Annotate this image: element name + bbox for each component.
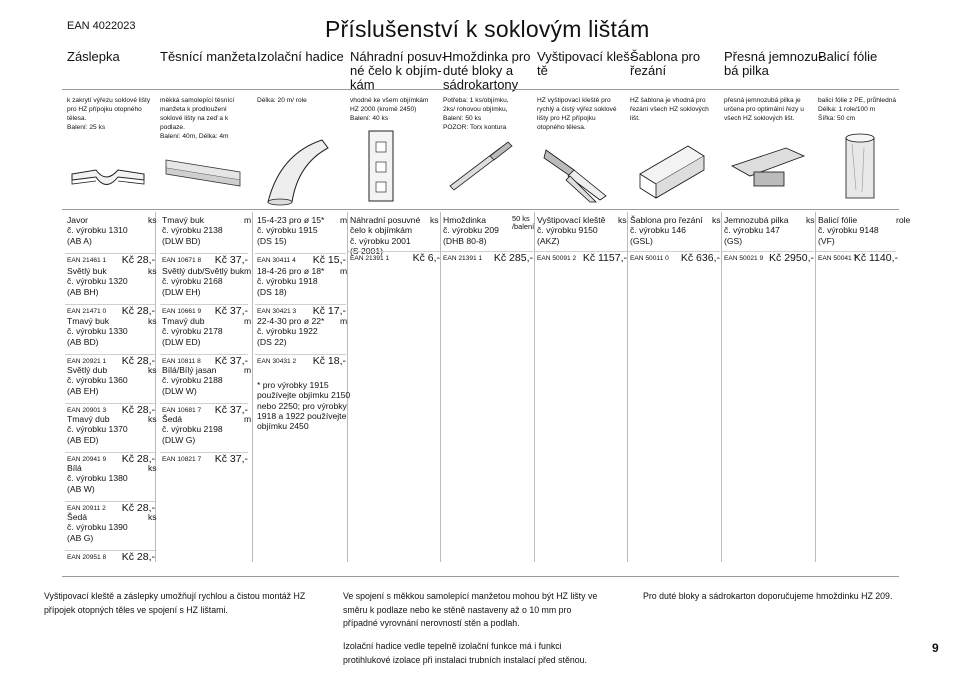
product-name-line: (AB G) (67, 532, 94, 543)
product-name-line: (GS) (724, 235, 743, 246)
product-name-line: č. výrobku 147 (724, 225, 780, 236)
unit-label: ks (148, 463, 157, 473)
ean-code: EAN 30411 4 (257, 257, 296, 264)
column-header-line: Těsnící manžeta (160, 49, 257, 64)
unit-label: ks (430, 215, 439, 225)
product-name (162, 316, 223, 347)
product-name-line: Jemnozubá pilka (724, 215, 789, 225)
product-description (160, 96, 234, 141)
product-name-line: (DS 22) (257, 336, 287, 347)
ean-code: EAN 10821 7 (162, 456, 202, 463)
product-name-line: č. výrobku 1330 (67, 326, 128, 337)
description-line: vhodné ke všem objímkám (350, 97, 429, 104)
header-divider (62, 89, 899, 90)
footer-line: přípojek otopných těles ve spojení s HZ lištami. (44, 604, 228, 615)
product-name (67, 463, 128, 494)
page-title: Příslušenství k soklovým lištám (325, 16, 650, 42)
price: Kč 28,- (121, 254, 155, 266)
description-line: soklové lišty na zeď a k (160, 115, 229, 122)
product-name-line: (AB ED) (67, 434, 99, 445)
description-line: Potřeba: 1 ks/objímku, (443, 97, 509, 104)
column-header (443, 50, 530, 92)
unit-label: ks (712, 215, 721, 225)
footer-line: směru k podlaze nebo ke stěně nastaveny až o 10 mm pro (343, 604, 572, 615)
ean-code: EAN 30431 2 (257, 358, 297, 365)
product-name-line: Bílá (67, 463, 82, 473)
product-name-line: (AB EH) (67, 385, 99, 396)
description-line: měkká samolepící těsnící (160, 97, 235, 104)
product-name (257, 316, 324, 347)
product-description (257, 96, 307, 105)
description-line: Délka: 1 role/100 m (818, 106, 876, 113)
column-divider (534, 212, 535, 562)
description-line: podlaze. (160, 124, 185, 131)
product-name-line: Tmavý buk (162, 215, 205, 225)
description-line: pro HZ přípojku otopného (67, 106, 142, 113)
product-name-line: č. výrobku 2168 (162, 276, 223, 287)
product-name-line: čelo k objímkám (350, 225, 413, 236)
price: Kč 15,- (312, 254, 346, 266)
sliding-face-image (366, 128, 396, 204)
product-name-line: č. výrobku 1390 (67, 522, 128, 533)
price: Kč 28,- (121, 305, 155, 317)
price: Kč 28,- (121, 355, 155, 367)
ean-code: EAN 21461 1 (67, 257, 107, 264)
description-line: balicí fólie z PE, průhledná (818, 97, 897, 104)
price: Kč 28,- (121, 502, 155, 514)
product-name-line: Balicí fólie (818, 215, 858, 225)
product-name (257, 215, 324, 246)
product-name-line: č. výrobku 2138 (162, 225, 223, 236)
footer-line: případné vyrovnání nerovností stěn a podlah. (343, 618, 520, 629)
ean-code: EAN 10811 8 (162, 358, 201, 365)
installation-note (257, 380, 350, 431)
description-line: Balení: 40 ks (350, 115, 389, 122)
footer-line: Vyštipovací kleště a záslepky umožňují rychlou a čistou montáž HZ (44, 591, 306, 601)
product-description (350, 96, 428, 123)
unit-label: ks (148, 316, 157, 326)
product-name-line: č. výrobku 1310 (67, 225, 128, 236)
column-header-line: Záslepka (67, 49, 120, 64)
description-line: Délka: 20 m/ role (257, 97, 307, 104)
product-name-line: (VF) (818, 235, 835, 246)
product-name-line: 22-4-30 pro ø 22* (257, 316, 325, 326)
column-header (537, 50, 634, 78)
unit-label: ks (618, 215, 627, 225)
end-cap-image (66, 150, 150, 200)
ean-code: EAN 10681 7 (162, 407, 202, 414)
note-line: používejte objímku 2150 (257, 390, 351, 401)
product-name-line: (AB BD) (67, 336, 99, 347)
unit-label: m (340, 215, 348, 225)
column-header-line: Hmoždinka pro (443, 49, 531, 64)
column-divider (252, 212, 253, 562)
column-header-line: duté bloky a (443, 63, 514, 78)
product-name (67, 414, 128, 445)
page-number: 9 (932, 641, 939, 655)
product-name-line: (DLW EH) (162, 286, 201, 297)
product-name-line: č. výrobku 1918 (257, 276, 318, 287)
price: Kč 37,- (214, 453, 248, 465)
price: Kč 636,- (680, 252, 720, 264)
product-name-line: Tmavý dub (67, 414, 110, 424)
product-name-line: č. výrobku 1380 (67, 473, 128, 484)
unit-label: m (340, 266, 348, 276)
footer-line: Pro duté bloky a sádrokarton doporučujeme hmoždinku HZ 209. (643, 591, 893, 601)
column-divider (815, 212, 816, 562)
product-name-line: Světlý buk (67, 266, 107, 276)
ean-code: EAN 21391 1 (443, 255, 483, 262)
unit-label: ks (148, 266, 157, 276)
product-name (162, 365, 223, 396)
unit-label: ks (148, 365, 157, 375)
column-header-line: kám (350, 77, 375, 92)
column-header-line: Šablona pro (630, 49, 701, 64)
column-divider (627, 212, 628, 562)
product-name (162, 215, 223, 246)
column-header (67, 50, 120, 64)
product-name-line: (AB BH) (67, 286, 99, 297)
description-line: Balení: 25 ks (67, 124, 106, 131)
footer-line: Ve spojení s měkkou samolepící manžetou mohou být HZ lišty ve (343, 591, 598, 601)
product-name-line: Šedá (67, 512, 88, 522)
ean-code: EAN 50091 2 (537, 255, 577, 262)
price: Kč 1140,- (853, 252, 898, 264)
column-header-line: sádrokartony (443, 77, 519, 92)
ean-code: EAN 20941 9 (67, 456, 107, 463)
column-header (350, 50, 446, 92)
product-name-line: č. výrobku 1360 (67, 375, 128, 386)
price: Kč 37,- (214, 404, 248, 416)
product-name-line: (GSL) (630, 235, 653, 246)
ean-code: EAN 20911 2 (67, 505, 106, 512)
product-name (67, 266, 128, 297)
ean-code: EAN 50011 0 (630, 255, 669, 262)
table-divider (62, 209, 899, 210)
product-name-line: č. výrobku 2001 (350, 235, 411, 246)
unit-label: m (244, 215, 252, 225)
product-name-line: (AB A) (67, 235, 92, 246)
price: Kč 37,- (214, 254, 248, 266)
column-header (257, 50, 344, 64)
product-name-line: Hmoždinka (443, 215, 486, 225)
ean-code: EAN 21391 1 (350, 255, 390, 262)
product-name (257, 266, 324, 297)
description-line: POZOR: Torx kontura (443, 124, 507, 131)
product-name-line: Světlý dub (67, 365, 108, 375)
product-name-line: (DS 15) (257, 235, 287, 246)
description-line: HZ šablona je vhodná pro (630, 97, 706, 104)
column-header-line: né čelo k objím- (350, 63, 442, 78)
description-line: všech HZ soklových lišt. (724, 115, 795, 122)
column-header-line: Přesná jemnozu- (724, 49, 823, 64)
unit-label: m (340, 316, 348, 326)
product-name (162, 414, 223, 445)
product-name-line: Tmavý buk (67, 316, 110, 326)
footer-divider (62, 576, 899, 577)
ean-code: EAN 20951 8 (67, 554, 107, 561)
price: Kč 2950,- (769, 252, 814, 264)
product-name-line: Šedá (162, 414, 183, 424)
sealing-tape-image (160, 150, 246, 190)
product-name-line: (DLW G) (162, 434, 196, 445)
product-name-line: č. výrobku 1370 (67, 424, 128, 435)
product-name (350, 215, 420, 256)
price: Kč 285,- (493, 252, 533, 264)
product-name (818, 215, 879, 246)
product-name-line: č. výrobku 1915 (257, 225, 318, 236)
product-name-line: (DHB 80-8) (443, 235, 487, 246)
ean-code: EAN 10661 9 (162, 308, 202, 315)
footer-note-right (643, 590, 892, 604)
column-header-line: tě (537, 63, 548, 78)
product-name-line: č. výrobku 2188 (162, 375, 223, 386)
price: Kč 28,- (121, 404, 155, 416)
product-name-line: č. výrobku 9150 (537, 225, 598, 236)
column-header-line: Náhradní posuv- (350, 49, 447, 64)
price: Kč 17,- (312, 305, 346, 317)
column-divider (440, 212, 441, 562)
column-header-line: bá pilka (724, 63, 769, 78)
product-name-line: č. výrobku 2178 (162, 326, 223, 337)
product-name (67, 512, 128, 543)
unit-label: m (244, 266, 252, 276)
product-name-line: (DLW ED) (162, 336, 201, 347)
product-description (818, 96, 896, 123)
note-line: objímku 2450 (257, 421, 309, 432)
description-line: Šířka: 50 cm (818, 115, 856, 122)
unit-label: role (896, 215, 911, 225)
cutting-template-image (632, 134, 712, 204)
product-description (443, 96, 509, 132)
description-line: k zakrytí výřezu soklové lišty (67, 97, 151, 104)
column-divider (721, 212, 722, 562)
product-name-line: č. výrobku 146 (630, 225, 686, 236)
column-header-line: Vyštipovací kleš- (537, 49, 635, 64)
product-name-line: Vyštipovací kleště (537, 215, 606, 225)
ean-code: EAN 20921 1 (67, 358, 107, 365)
ean-code: EAN 21471 0 (67, 308, 107, 315)
product-name-line: č. výrobku 9148 (818, 225, 879, 236)
column-header-line: Balicí fólie (818, 49, 878, 64)
footer-note-middle (343, 590, 597, 631)
description-line: otopného tělesa. (537, 124, 586, 131)
unit-label: ks (148, 414, 157, 424)
description-line: HZ 2000 (kromě 2450) (350, 106, 417, 113)
description-line: přesná jemnozubá pilka je (724, 97, 801, 104)
product-name (67, 215, 128, 246)
column-header (818, 50, 877, 64)
description-line: tělesa. (67, 115, 87, 122)
product-name-line: (AKZ) (537, 235, 560, 246)
product-name-line: 18-4-26 pro ø 18* (257, 266, 325, 276)
price: Kč 37,- (214, 305, 248, 317)
ean-code: EAN 30421 3 (257, 308, 297, 315)
footer-line: protihlukové izolace při instalaci trubních instalací před stěnou. (343, 654, 588, 665)
product-name-line: (DS 18) (257, 286, 287, 297)
ean-code: EAN 10671 8 (162, 257, 202, 264)
footer-note-left (44, 590, 305, 617)
product-name-line: Bílá/Bílý jasan (162, 365, 217, 375)
footer-line: Izolační hadice vedle tepelně izolační funkce má i funkci (343, 641, 562, 651)
product-name-line: č. výrobku 1320 (67, 276, 128, 287)
product-name (443, 215, 499, 246)
price: Kč 6,- (412, 252, 440, 264)
product-name-line: č. výrobku 209 (443, 225, 499, 236)
unit-label: ks (806, 215, 815, 225)
product-name-line: (S 2001) (350, 245, 383, 256)
product-name (537, 215, 605, 246)
product-name-line: Šablona pro řezání (630, 215, 703, 225)
unit-label: ks (148, 512, 157, 522)
description-line: Balení: 50 ks (443, 115, 482, 122)
description-line: 2ks/ rohovou objímku, (443, 106, 508, 113)
product-name-line: č. výrobku 2198 (162, 424, 223, 435)
ean-code: EAN 50041 7 (818, 255, 858, 262)
fine-saw-image (726, 136, 810, 196)
product-description (630, 96, 709, 123)
product-description (67, 96, 150, 132)
description-line: lišty pro HZ přípojku (537, 115, 596, 122)
price: Kč 28,- (121, 551, 155, 563)
product-name-line: Náhradní posuvné (350, 215, 421, 225)
price: Kč 28,- (121, 453, 155, 465)
ean-code: EAN 50021 9 (724, 255, 764, 262)
price: Kč 1157,- (582, 252, 627, 264)
product-name-line: Světlý dub/Světlý buk (162, 266, 245, 276)
product-name-line: Javor (67, 215, 89, 225)
ean-code-header: EAN 4022023 (67, 20, 136, 32)
unit-label: m (244, 414, 252, 424)
nipper-pliers-image (540, 136, 612, 204)
column-header (160, 50, 256, 64)
footer-note-insulation (343, 640, 587, 667)
unit-label: m (244, 316, 252, 326)
product-name-line: Tmavý dub (162, 316, 205, 326)
column-header-line: řezání (630, 63, 667, 78)
product-name (67, 365, 128, 396)
product-name-line: (DLW BD) (162, 235, 201, 246)
column-header (630, 50, 700, 78)
product-name (162, 266, 244, 297)
description-line: Balení: 40m, Délka: 4m (160, 133, 229, 140)
note-line: 1918 a 1922 používejte (257, 410, 347, 421)
column-header-line: Izolační hadice (257, 49, 344, 64)
description-line: HZ vyštipovací kleště pro (537, 97, 611, 104)
product-name-line: (DLW W) (162, 385, 197, 396)
anchor-image (446, 138, 516, 194)
description-line: určena pro optimální řezy u (724, 106, 804, 113)
unit-label: 50 ks /balení (512, 214, 535, 231)
note-line: nebo 2250; pro výrobky (257, 400, 347, 411)
foil-roll-image (840, 130, 880, 204)
product-name (67, 316, 128, 347)
description-line: rychlý a čistý výřez soklové (537, 106, 617, 113)
product-description (724, 96, 804, 123)
description-line: řezání všech HZ soklových (630, 106, 709, 113)
price: Kč 37,- (214, 355, 248, 367)
unit-label: m (244, 365, 252, 375)
product-name (630, 215, 703, 246)
price: Kč 18,- (312, 355, 346, 367)
product-name-line: 15-4-23 pro ø 15* (257, 215, 325, 225)
note-line: * pro výrobky 1915 (257, 380, 329, 390)
description-line: manžeta k prodloužení (160, 106, 227, 113)
column-divider (155, 212, 156, 562)
ean-code: EAN 20901 3 (67, 407, 107, 414)
product-name-line: (AB W) (67, 483, 95, 494)
insulation-hose-image (258, 138, 338, 206)
unit-label: ks (148, 215, 157, 225)
product-name (724, 215, 789, 246)
product-name-line: č. výrobku 1922 (257, 326, 318, 337)
description-line: lišt. (630, 115, 640, 122)
product-description (537, 96, 617, 132)
column-header (724, 50, 822, 78)
